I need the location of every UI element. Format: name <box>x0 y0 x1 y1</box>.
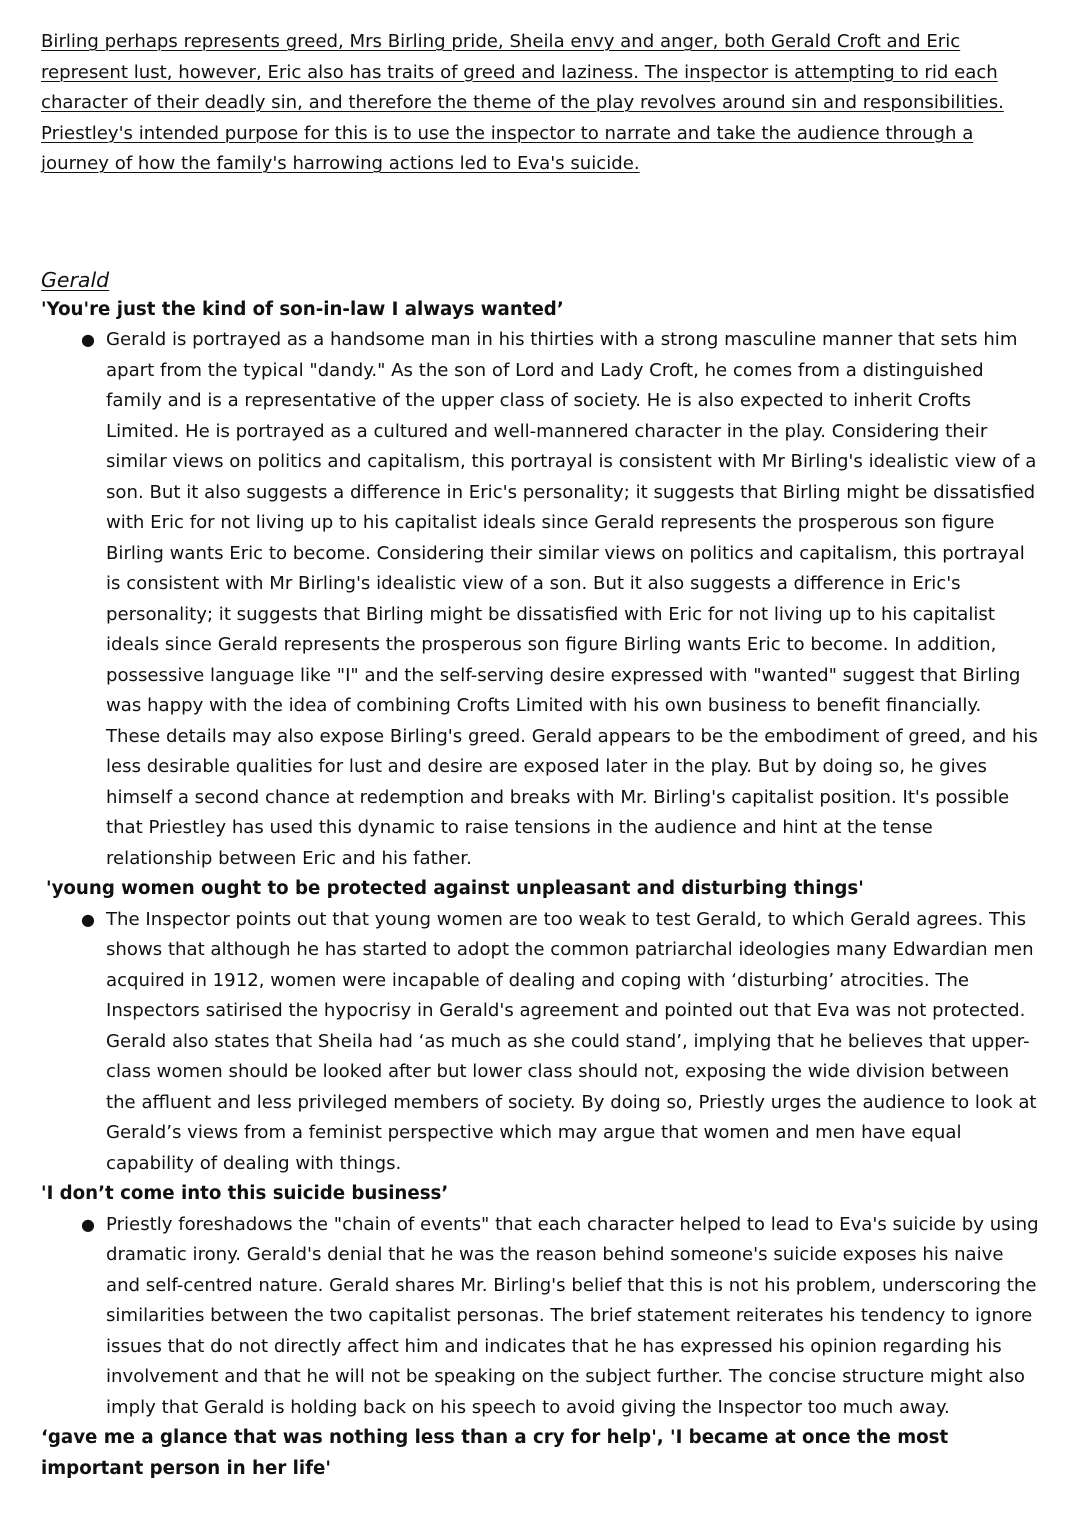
analysis-young-women <box>41 905 1041 1180</box>
intro-paragraph: Birling perhaps represents greed, Mrs Birling pride, Sheila envy and anger, both Gerald Croft and Eric represent lust, however, Eric also has traits of greed and laziness. The inspector is attempting to rid each character of their deadly sin, and therefore the theme of the play revolves around sin and responsibilities. Priestley's intended purpose for this is to use the inspector to narrate and take the audience through a journey of how the family's harrowing actions led to Eva's suicide. <box>41 31 1004 174</box>
section-heading-gerald: Gerald <box>41 267 110 292</box>
quote-young-women: 'young women ought to be protected against unpleasant and disturbing things' <box>46 878 864 899</box>
bullet-dot-icon: ● <box>81 330 95 349</box>
analysis-suicide-business <box>41 1210 1041 1424</box>
quote-cry-for-help: ‘gave me a glance that was nothing less than a cry for help', 'I became at once the most important person in her life' <box>41 1427 949 1479</box>
document-page <box>41 27 1041 1484</box>
bullet-dot-icon: ● <box>81 1214 95 1234</box>
analysis-text: Gerald is portrayed as a handsome man in his thirties with a strong masculine manner that sets him apart from the typical "dandy." As the son of Lord and Lady Croft, he comes from a distinguished family and is a representative of the upper class of society. He is also expected to inherit Crofts Limited. He is portrayed as a cultured and well-mannered character in the play. Considering their similar views on politics and capitalism, this portrayal is consistent with Mr Birling's idealistic view of a son. But it also suggests a difference in Eric's personality; it suggests that Birling might be dissatisfied with Eric for not living up to his capitalist ideals since Gerald represents the prosperous son figure Birling wants Eric to become. Considering their similar views on politics and capitalism, this portrayal is consistent with Mr Birling's idealistic view of a son. But it also suggests a difference in Eric's personality; it suggests that Birling might be dissatisfied with Eric for not living up to his capitalist ideals since Gerald represents the prosperous son figure Birling wants Eric to become. In addition, possessive language like "I" and the self-serving desire expressed with "wanted" suggest that Birling was happy with the idea of combining Crofts Limited with his own business to benefit financially. These details may also expose Birling's greed. Gerald appears to be the embodiment of greed, and his less desirable qualities for lust and desire are exposed later in the play. But by doing so, he gives himself a second chance at redemption and breaks with Mr. Birling's capitalist position. It's possible that Priestley has used this dynamic to raise tensions in the audience and hint at the tense relationship between Eric and his father. <box>106 329 1038 869</box>
analysis-son-in-law <box>41 325 1041 874</box>
quote-suicide-business: 'I don’t come into this suicide business’ <box>41 1183 449 1204</box>
analysis-text: The Inspector points out that young women are too weak to test Gerald, to which Gerald agrees. This shows that although he has started to adopt the common patriarchal ideologies many Edwardian men acquired in 1912, women were incapable of dealing and coping with ‘disturbing’ atrocities. The Inspectors satirised the hypocrisy in Gerald's agreement and pointed out that Eva was not protected. Gerald also states that Sheila had ‘as much as she could stand’, implying that he believes that upper-class women should be looked after but lower class should not, exposing the wide division between the affluent and less privileged members of society. By doing so, Priestly urges the audience to look at Gerald’s views from a feminist perspective which may argue that women and men have equal capability of dealing with things. <box>106 908 1037 1174</box>
quote-son-in-law: 'You're just the kind of son-in-law I always wanted’ <box>41 298 564 320</box>
analysis-text: Priestly foreshadows the "chain of events" that each character helped to lead to Eva's suicide by using dramatic irony. Gerald's denial that he was the reason behind someone's suicide exposes his naive and self-centred nature. Gerald shares Mr. Birling's belief that this is not his problem, underscoring the similarities between the two capitalist personas. The brief statement reiterates his tendency to ignore issues that do not directly affect him and indicates that he has expressed his opinion regarding his involvement and that he will not be speaking on the subject further. The concise structure might also imply that Gerald is holding back on his speech to avoid giving the Inspector too much away. <box>106 1213 1039 1418</box>
bullet-dot-icon: ● <box>81 909 95 929</box>
